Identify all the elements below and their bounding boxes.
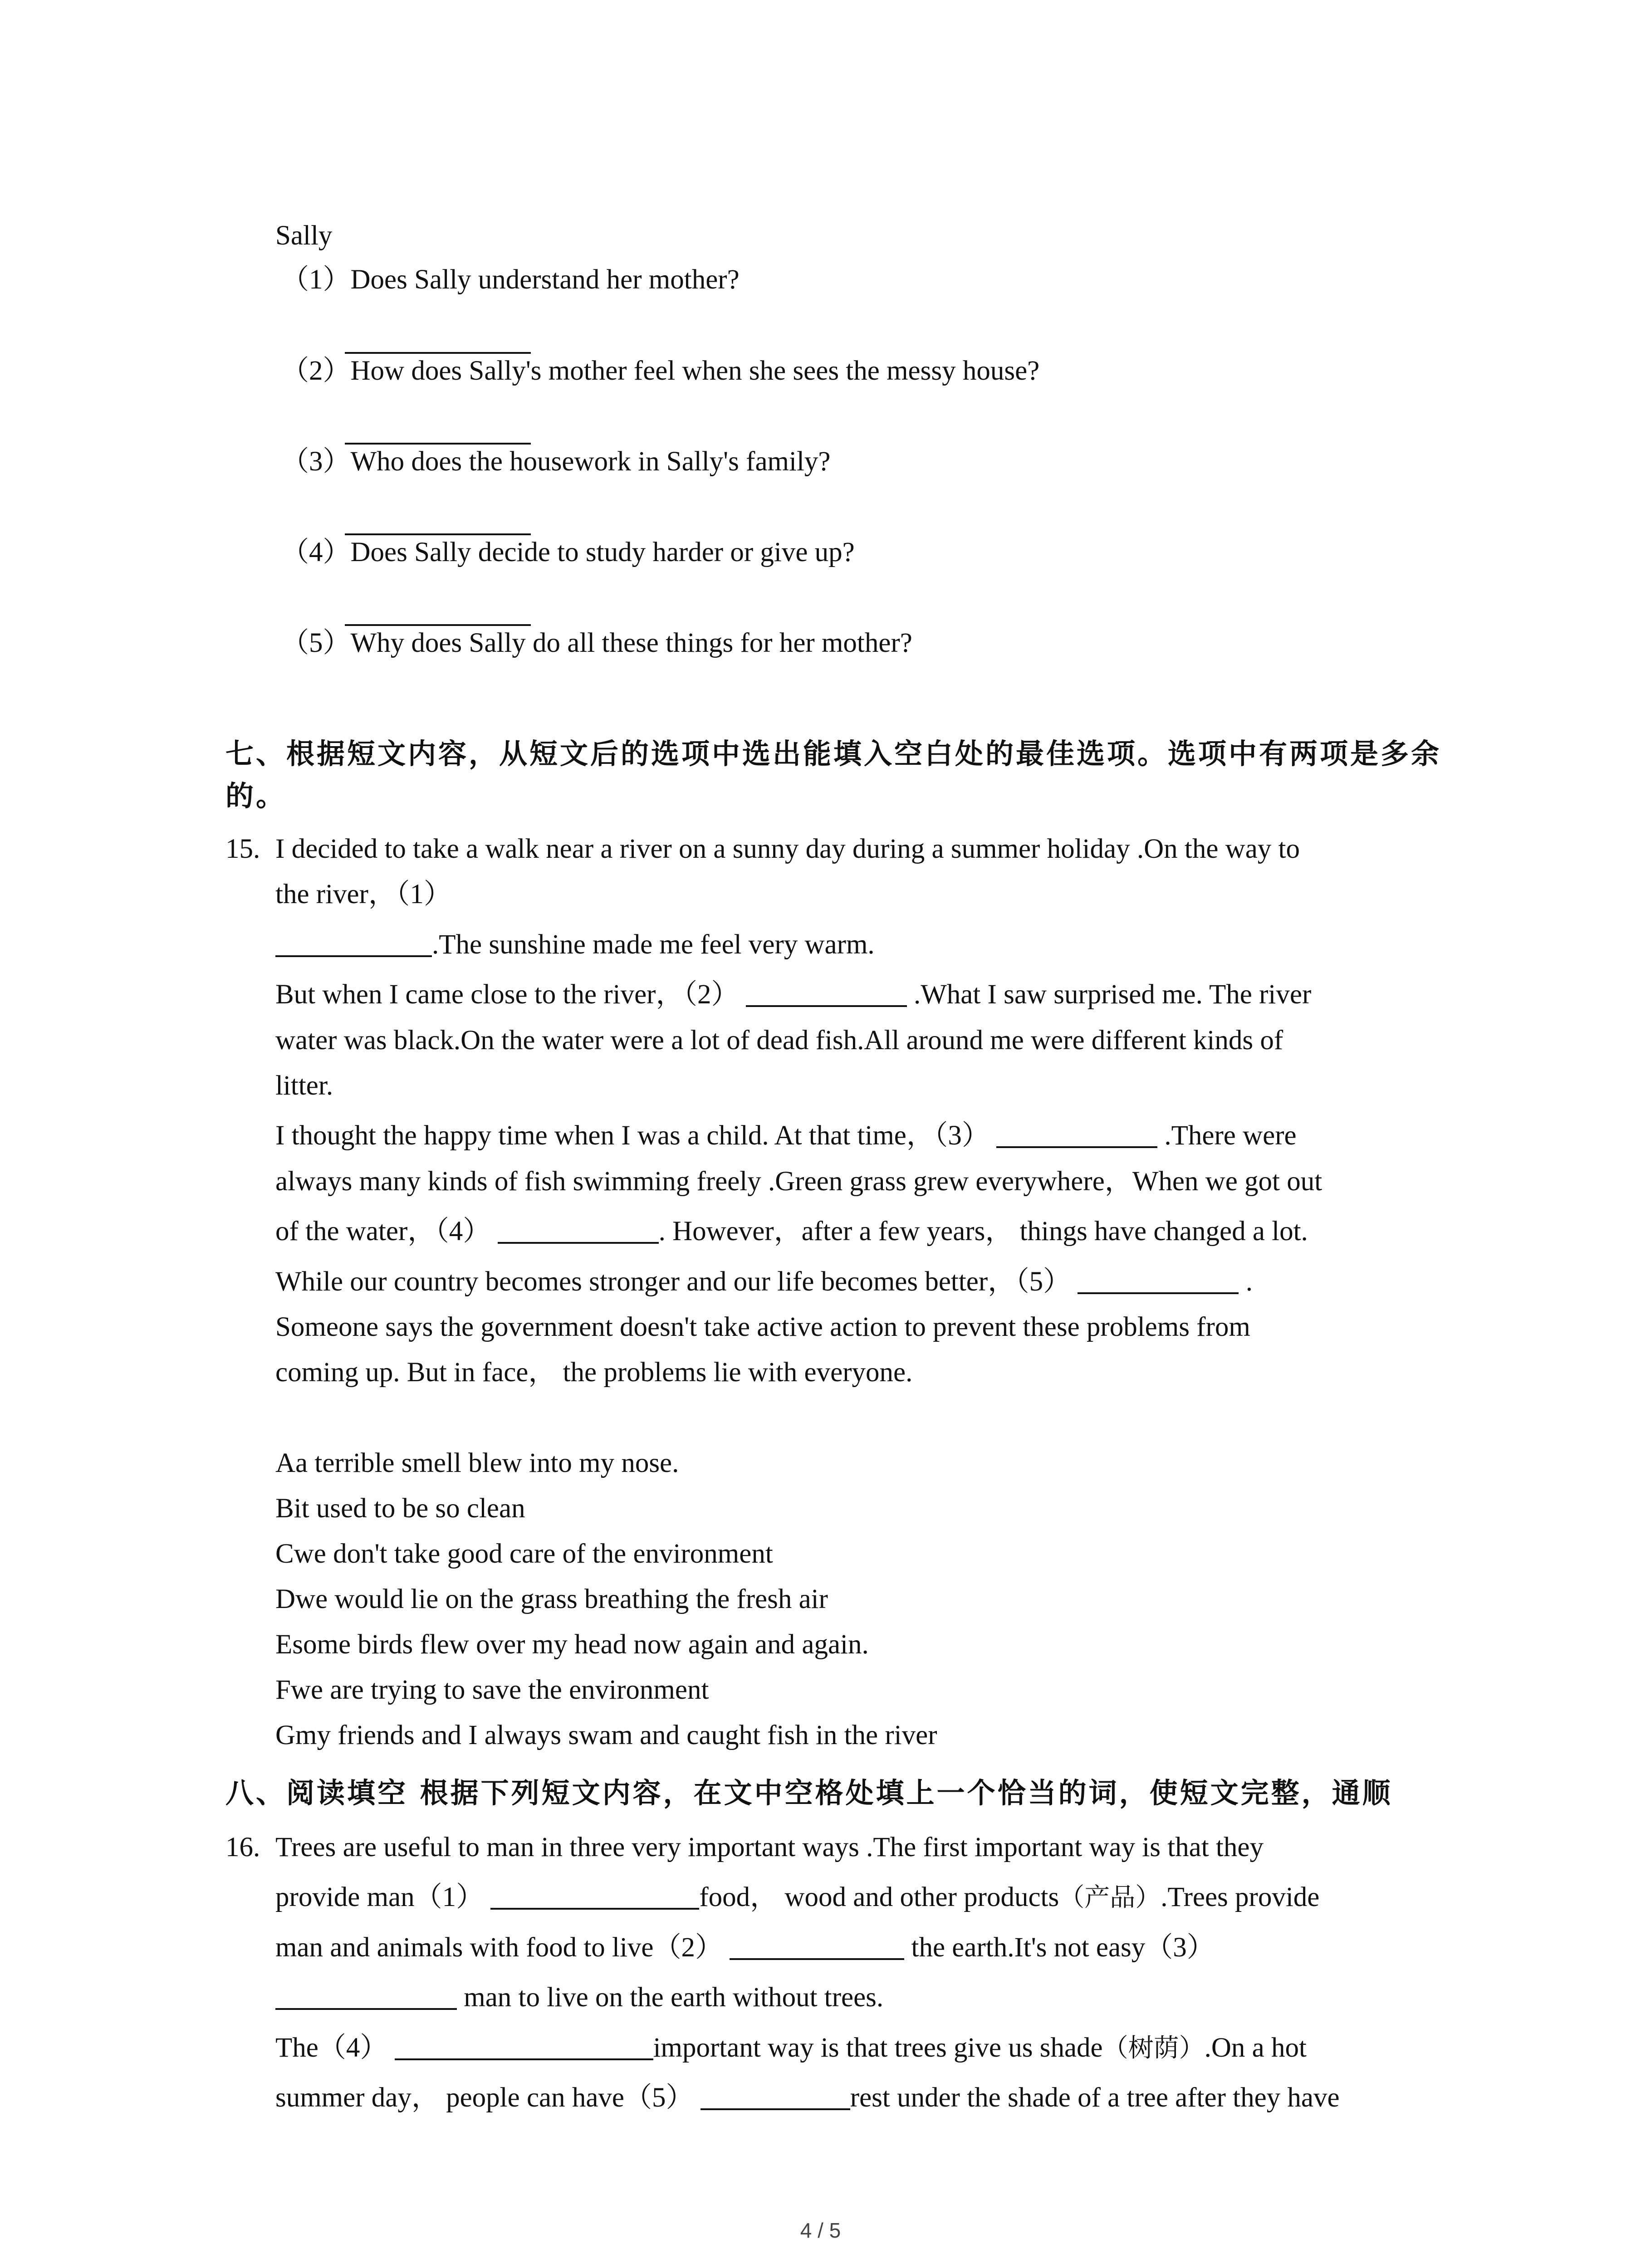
blank-3[interactable] — [275, 1982, 457, 2010]
question-3: （3）Who does the housework in Sally's family? — [281, 446, 831, 477]
page-number: 4 / 5 — [800, 2219, 841, 2242]
passage-line: always many kinds of fish swimming freely .Green grass grew everywhere，When we got out — [275, 1166, 1323, 1197]
option-f: Fwe are trying to save the environment — [275, 1675, 709, 1705]
blank-2[interactable] — [746, 979, 907, 1007]
passage-line: water was black.On the water were a lot of dead fish.All around me were different kinds of — [275, 1025, 1283, 1056]
option-g: Gmy friends and I always swam and caught fish in the river — [275, 1720, 937, 1750]
passage-line: litter. — [275, 1070, 333, 1101]
blank-3[interactable] — [996, 1120, 1157, 1148]
blank-4[interactable] — [498, 1216, 659, 1244]
question-5: （5）Why does Sally do all these things for her mother? — [281, 628, 912, 658]
sally-label: Sally — [275, 220, 333, 251]
blank-5[interactable] — [1078, 1266, 1239, 1294]
question-number-16: 16. — [225, 1832, 260, 1862]
option-c: Cwe don't take good care of the environment — [275, 1539, 773, 1569]
section-7-heading: 七、根据短文内容，从短文后的选项中选出能填入空白处的最佳选项。选项中有两项是多余 — [225, 737, 1442, 770]
passage-line: Someone says the government doesn't take active action to prevent these problems from — [275, 1312, 1250, 1342]
question-2: （2）How does Sally's mother feel when she sees the messy house? — [281, 356, 1040, 386]
question-1: （1）Does Sally understand her mother? — [281, 264, 740, 295]
option-b: Bit used to be so clean — [275, 1493, 525, 1524]
blank-1[interactable] — [490, 1882, 699, 1910]
passage-line: man to live on the earth without trees. — [275, 1980, 883, 2016]
section-8-heading: 八、阅读填空 根据下列短文内容，在文中空格处填上一个恰当的词，使短文完整，通顺 — [225, 1776, 1393, 1809]
passage-line: man and animals with food to live（2） the earth.It's not easy（3） — [275, 1932, 1215, 1963]
passage-line: provide man（1） food， wood and other products（产品）.Trees provide — [275, 1882, 1320, 1912]
passage-line: Trees are useful to man in three very important ways .The first important way is that they — [275, 1832, 1264, 1862]
blank-2[interactable] — [730, 1932, 904, 1960]
option-e: Esome birds flew over my head now again and again. — [275, 1629, 869, 1660]
passage-line: I decided to take a walk near a river on a sunny day during a summer holiday .On the way to — [275, 834, 1300, 864]
passage-line: .The sunshine made me feel very warm. — [275, 927, 875, 963]
question-4: （4）Does Sally decide to study harder or give up? — [281, 537, 855, 567]
passage-line: coming up. But in face， the problems lie with everyone. — [275, 1357, 913, 1388]
passage-line: summer day， people can have（5） rest under the shade of a tree after they have — [275, 2082, 1340, 2113]
passage-line: I thought the happy time when I was a child. At that time，（3） .There were — [275, 1120, 1297, 1151]
passage-line: of the water，（4） . However，after a few years， things have changed a lot. — [275, 1216, 1308, 1246]
blank-5[interactable] — [700, 2082, 850, 2110]
passage-line: While our country becomes stronger and our life becomes better，（5） . — [275, 1266, 1253, 1297]
passage-line: But when I came close to the river，（2） .What I saw surprised me. The river — [275, 979, 1312, 1010]
passage-line: the river，（1） — [275, 879, 451, 909]
blank-4[interactable] — [395, 2032, 653, 2060]
passage-line: The（4） important way is that trees give us shade（树荫）.On a hot — [275, 2033, 1307, 2063]
blank-1[interactable] — [275, 929, 432, 957]
section-7-heading-cont: 的。 — [225, 779, 287, 812]
option-a: Aa terrible smell blew into my nose. — [275, 1448, 679, 1478]
option-d: Dwe would lie on the grass breathing the fresh air — [275, 1584, 828, 1614]
question-number-15: 15. — [225, 834, 260, 864]
